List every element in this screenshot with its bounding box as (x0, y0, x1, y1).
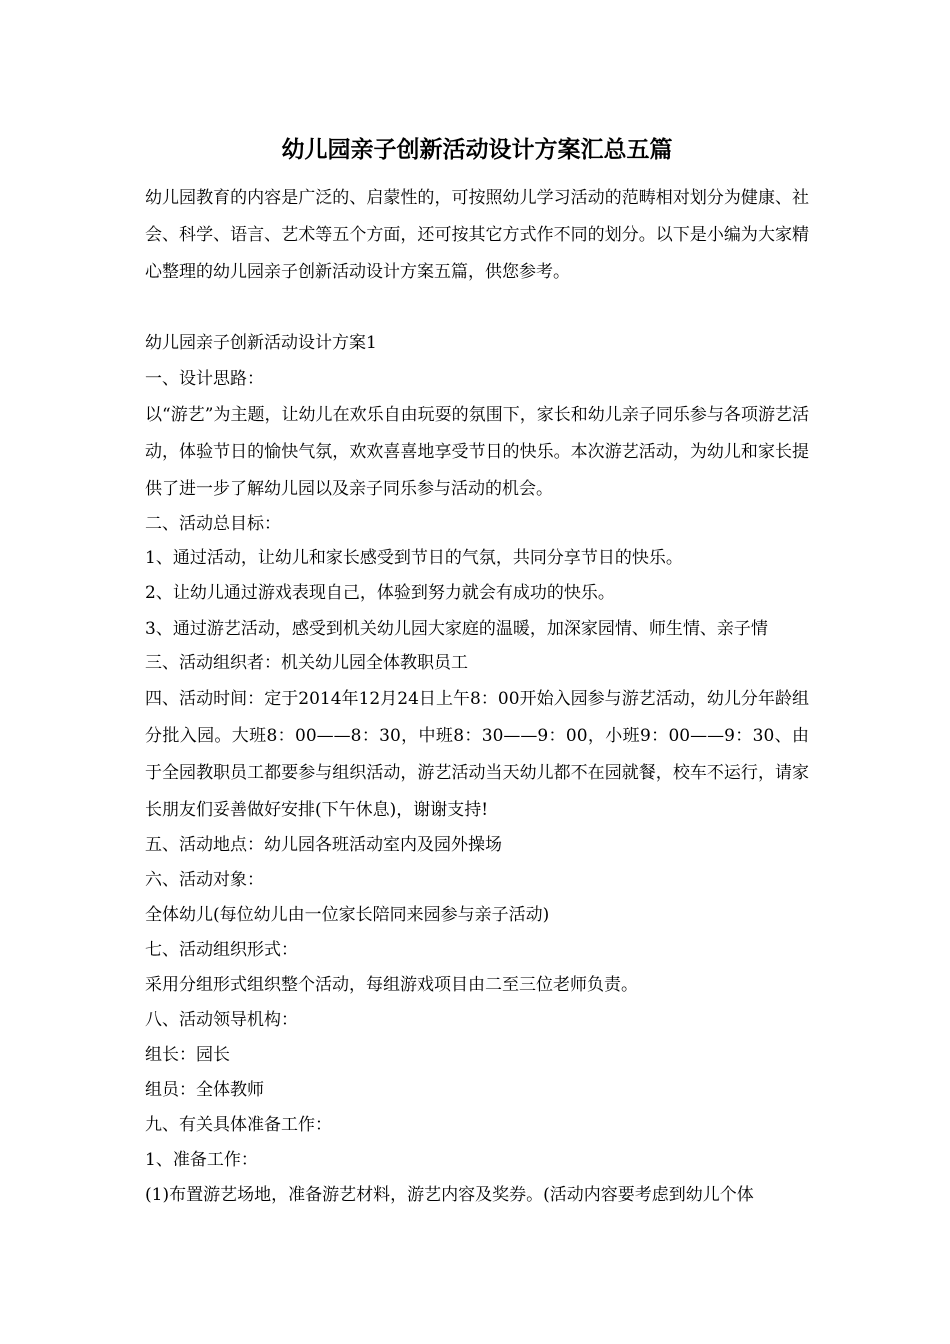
goal-item-1: 1、通过活动，让幼儿和家长感受到节日的气氛，共同分享节日的快乐。 (145, 548, 683, 568)
intro-paragraph: 幼儿园教育的内容是广泛的、启蒙性的，可按照幼儿学习活动的范畴相对划分为健康、社会、科学、语言、艺术等五个方面，还可按其它方式作不同的划分。以下是小编为大家精心整理的幼儿园亲子创新活动设计方案五篇，供您参考。 (145, 188, 809, 282)
goal-heading: 二、活动总目标： (145, 514, 281, 534)
prep-heading: 九、有关具体准备工作： (145, 1115, 332, 1135)
place-line: 五、活动地点：幼儿园各班活动室内及园外操场 (145, 835, 502, 855)
target-heading: 六、活动对象： (145, 870, 264, 890)
time-paragraph: 四、活动时间：定于2014年12月24日上午8：00开始入园参与游艺活动，幼儿分年龄组分批入园。大班8：00——8：30，中班8：30——9：00，小班9：00——9：30、由于全园教职员工都要参与组织活动，游艺活动当天幼儿都不在园就餐，校车不运行，请家长朋友们妥善做好安排(下午休息)，谢谢支持! (145, 689, 809, 820)
form-text: 采用分组形式组织整个活动，每组游戏项目由二至三位老师负责。 (145, 975, 638, 995)
leader-heading: 八、活动领导机构： (145, 1010, 298, 1030)
goal-item-2: 2、让幼儿通过游戏表现自己，体验到努力就会有成功的快乐。 (145, 583, 615, 603)
leader-item-2: 组员：全体教师 (145, 1080, 264, 1100)
leader-item-1: 组长：园长 (145, 1045, 230, 1065)
target-text: 全体幼儿(每位幼儿由一位家长陪同来园参与亲子活动) (145, 905, 550, 925)
organizer-line: 三、活动组织者：机关幼儿园全体教职员工 (145, 653, 468, 673)
design-heading: 一、设计思路： (145, 369, 264, 389)
document-title: 幼儿园亲子创新活动设计方案汇总五篇 (281, 136, 673, 163)
prep-item-1-1: (1)布置游艺场地，准备游艺材料，游艺内容及奖券。(活动内容要考虑到幼儿个体 (145, 1185, 754, 1205)
design-paragraph: 以“游艺”为主题，让幼儿在欢乐自由玩耍的氛围下，家长和幼儿亲子同乐参与各项游艺活动，体验节日的愉快气氛，欢欢喜喜地享受节日的快乐。本次游艺活动，为幼儿和家长提供了进一步了解幼儿园以及亲子同乐参与活动的机会。 (145, 405, 809, 499)
prep-item-1: 1、准备工作： (145, 1150, 258, 1170)
form-heading: 七、活动组织形式： (145, 940, 298, 960)
section-heading: 幼儿园亲子创新活动设计方案1 (145, 333, 377, 353)
goal-item-3: 3、通过游艺活动，感受到机关幼儿园大家庭的温暖，加深家园情、师生情、亲子情 (145, 619, 768, 639)
